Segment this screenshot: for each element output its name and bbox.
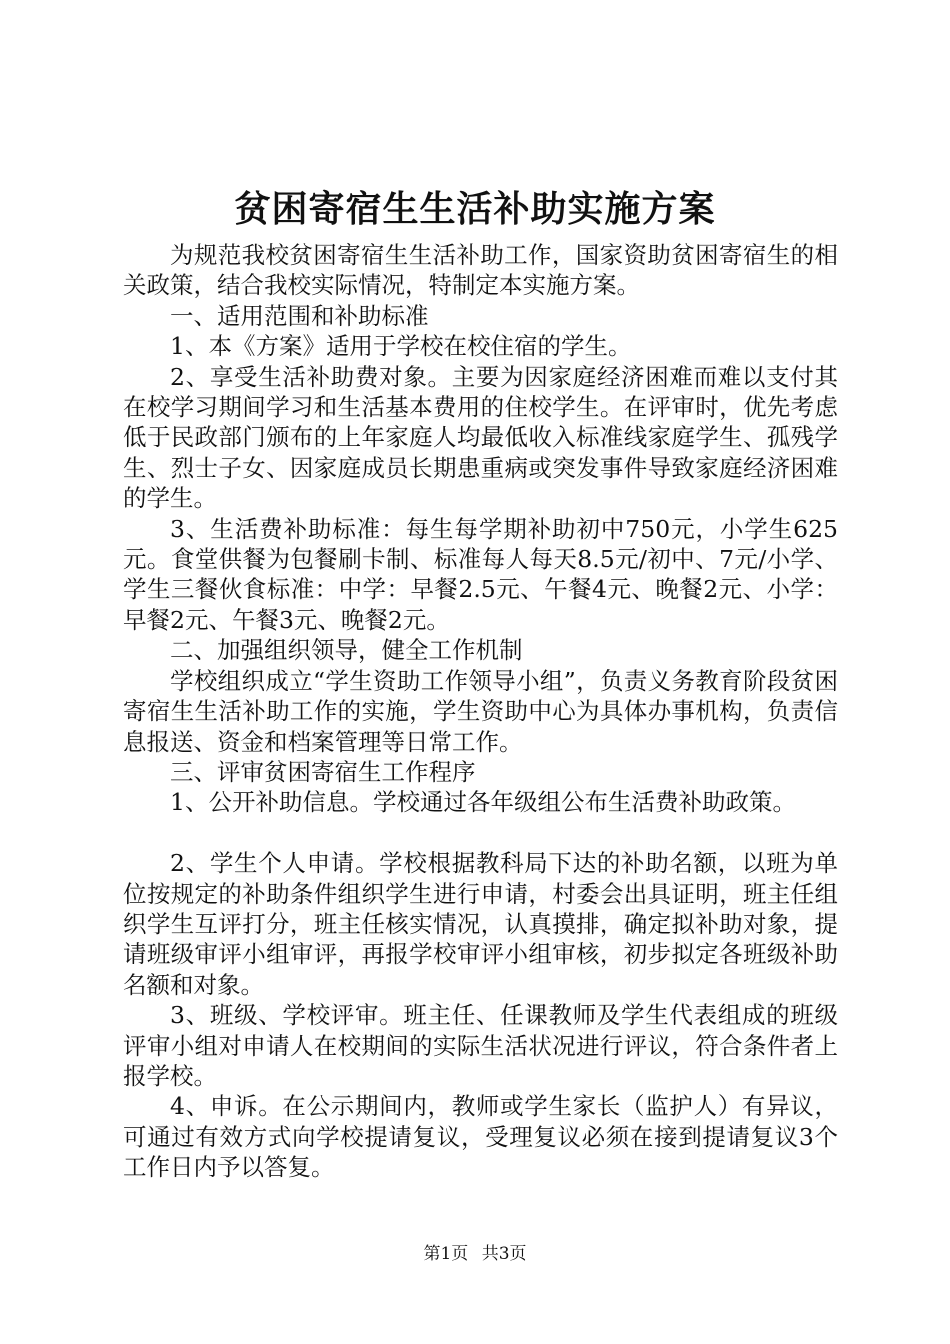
paragraph-procedure-item-2: 2、学生个人申请。学校根据教科局下达的补助名额，以班为单位按规定的补助条件组织学生进行申请，村委会出具证明，班主任组织学生互评打分，班主任核实情况，认真摸排，确定拟补助对象，提请班级审评小组审评，再报学校审评小组审核，初步拟定各班级补助名额和对象。: [123, 849, 838, 999]
document-body: [123, 240, 838, 1183]
paragraph-procedure-item-3: 3、班级、学校评审。班主任、任课教师及学生代表组成的班级评审小组对申请人在校期间的实际生活状况进行评议，符合条件者上报学校。: [123, 1001, 838, 1090]
paragraph-procedure-item-4: 4、申诉。在公示期间内，教师或学生家长（监护人）有异议，可通过有效方式向学校提请复议，受理复议必须在接到提请复议3个工作日内予以答复。: [123, 1092, 838, 1182]
page-number: 第1页: [423, 1244, 469, 1264]
page-total: 共3页: [481, 1244, 527, 1264]
blank-line: [123, 818, 838, 848]
section-heading-scope: 一、适用范围和补助标准: [170, 301, 429, 330]
paragraph-scope-item-3: 3、生活费补助标准：每生每学期补助初中750元，小学生625元。食堂供餐为包餐刷卡制、标准每人每天8.5元/初中、7元/小学、学生三餐伙食标准：中学：早餐2.5元、午餐4元、晚餐2元、小学：早餐2元、午餐3元、晚餐2元。: [123, 514, 838, 634]
page-footer: [0, 1242, 950, 1266]
paragraph-scope-item-1: 1、本《方案》适用于学校在校住宿的学生。: [170, 332, 632, 361]
document-title: 贫困寄宿生生活补助实施方案: [234, 188, 716, 230]
paragraph-organization: 学校组织成立“学生资助工作领导小组”，负责义务教育阶段贫困寄宿生生活补助工作的实施，学生资助中心为具体办事机构，负责信息报送、资金和档案管理等日常工作。: [123, 666, 838, 756]
paragraph-scope-item-2: 2、享受生活补助费对象。主要为因家庭经济困难而难以支付其在校学习期间学习和生活基本费用的住校学生。在评审时，优先考虑低于民政部门颁布的上年家庭人均最低收入标准线家庭学生、孤残学生、烈士子女、因家庭成员长期患重病或突发事件导致家庭经济困难的学生。: [123, 362, 838, 513]
section-heading-procedure: 三、评审贫困寄宿生工作程序: [170, 757, 476, 786]
section-heading-organization: 二、加强组织领导，健全工作机制: [170, 636, 523, 665]
paragraph-procedure-item-1: 1、公开补助信息。学校通过各年级组公布生活费补助政策。: [170, 788, 796, 817]
intro-paragraph: 为规范我校贫困寄宿生生活补助工作，国家资助贫困寄宿生的相关政策，结合我校实际情况，特制定本实施方案。: [123, 241, 838, 300]
